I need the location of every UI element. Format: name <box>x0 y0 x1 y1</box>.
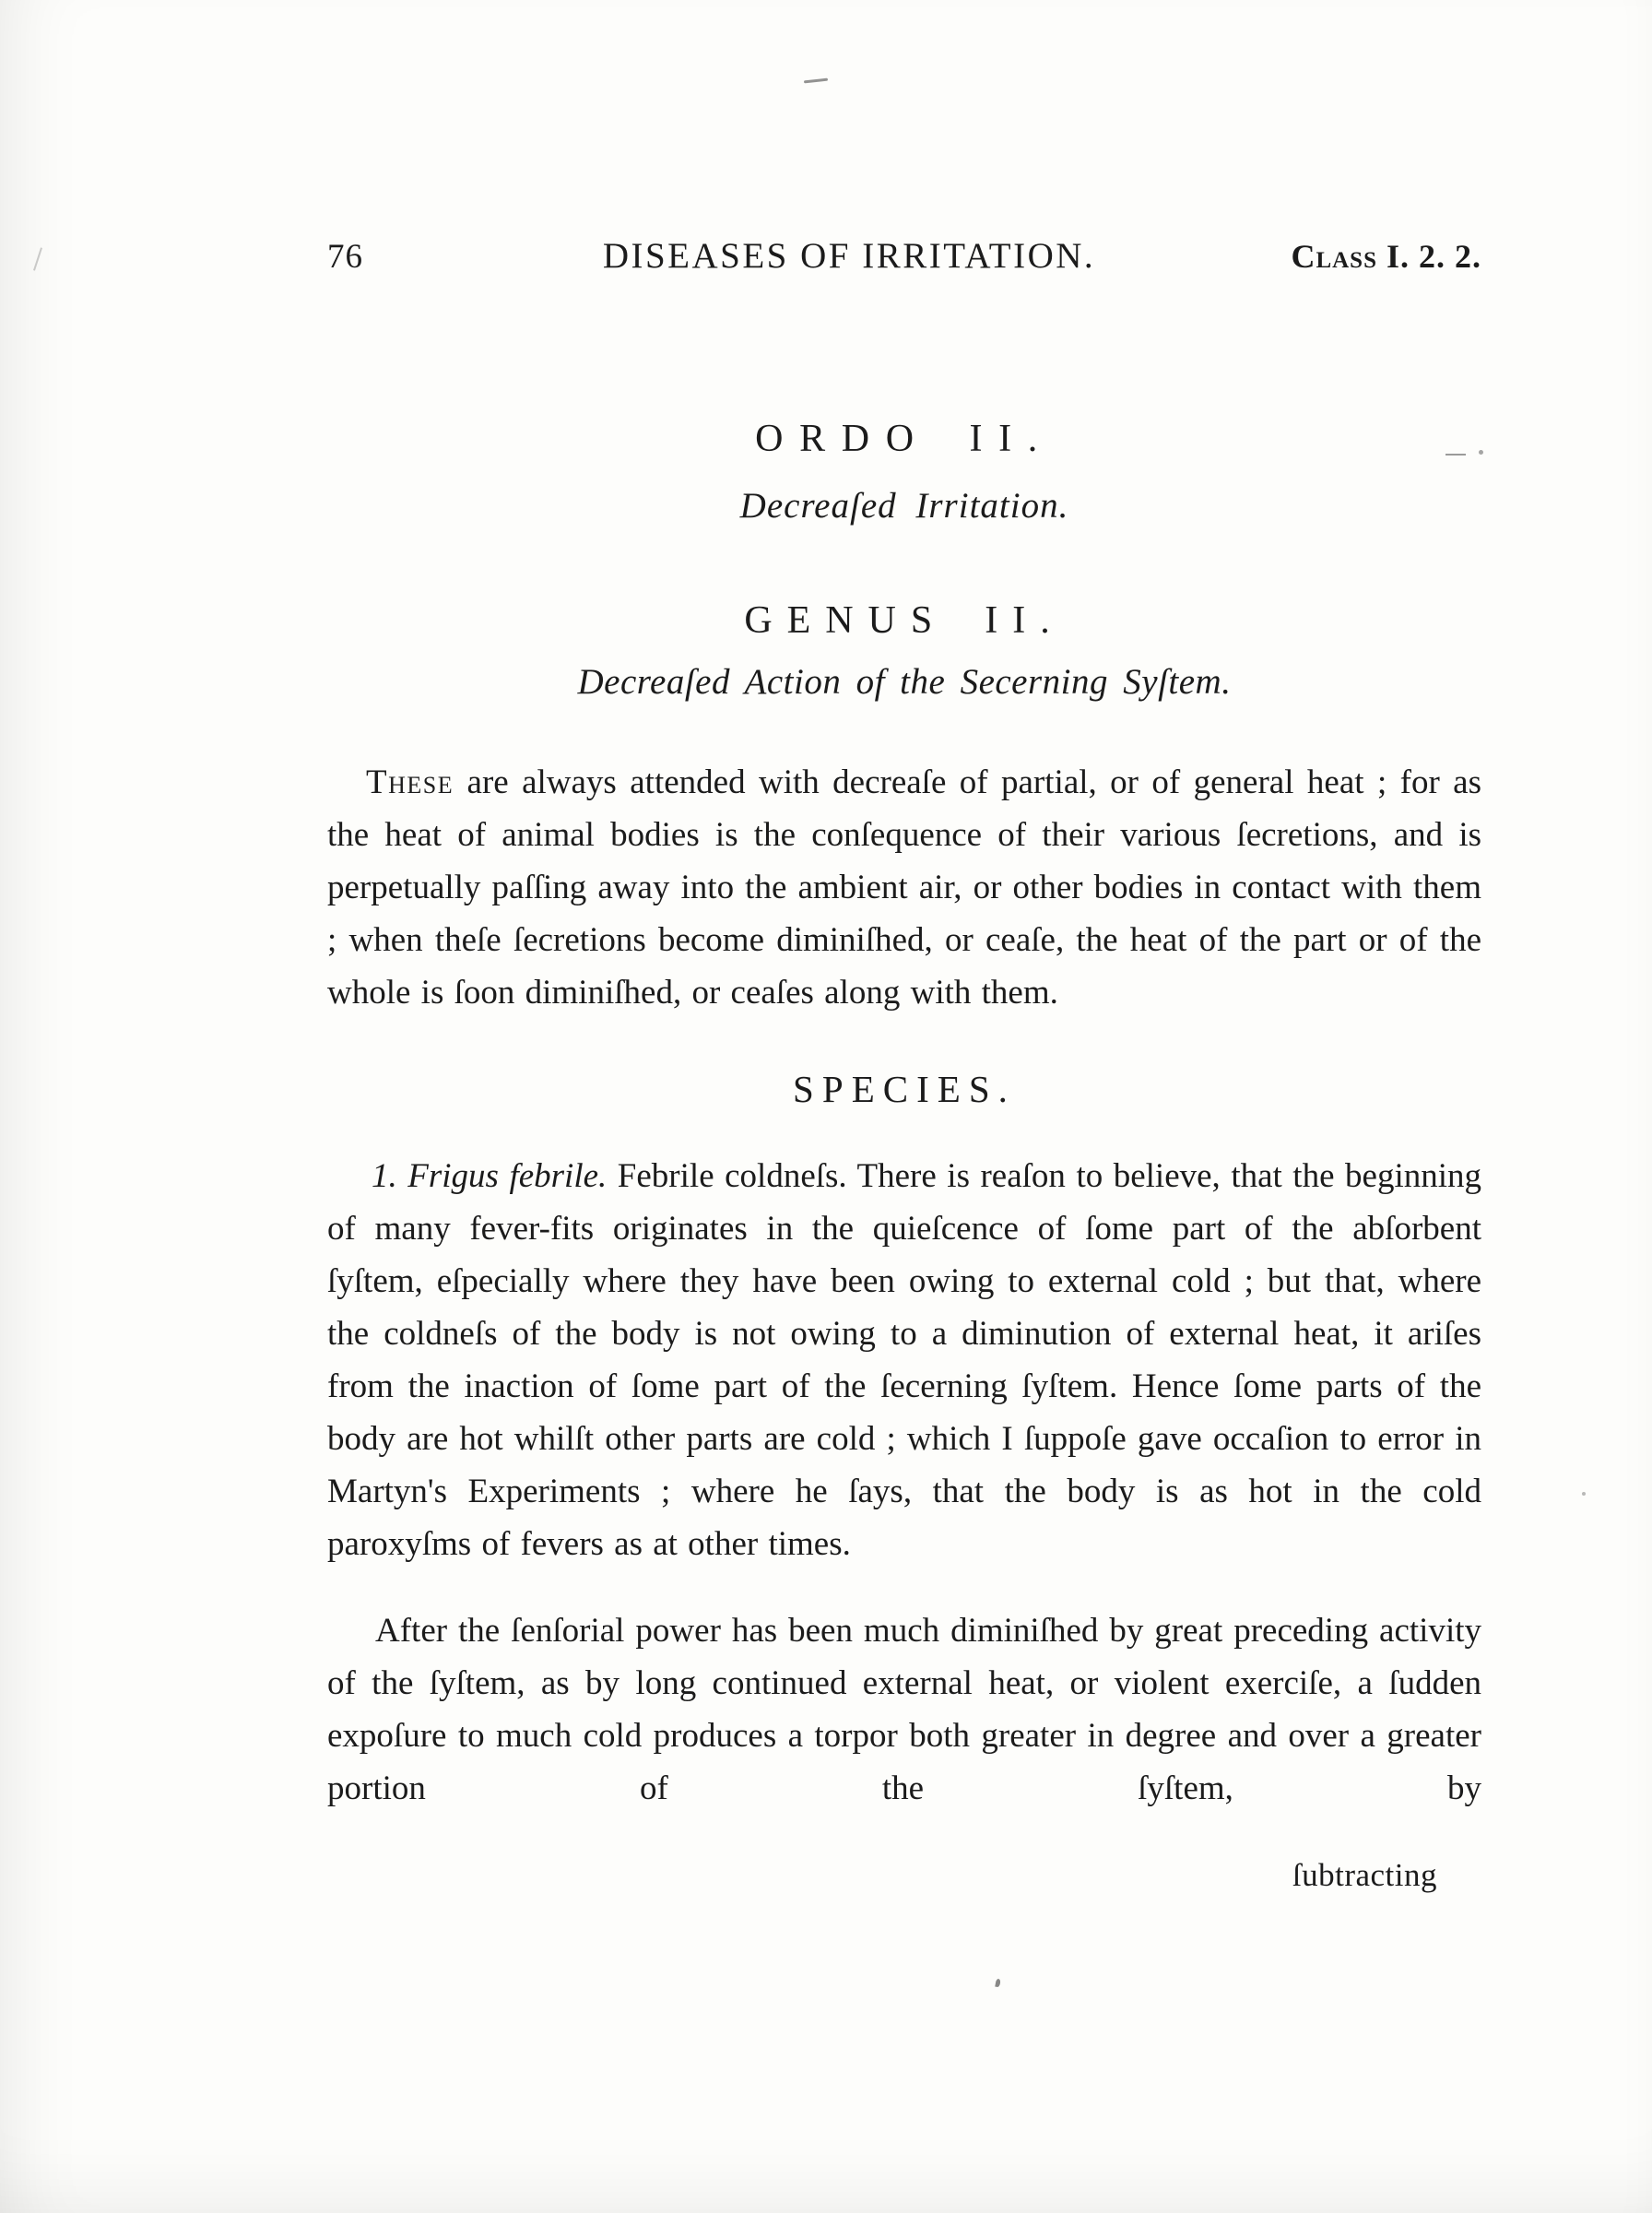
species1-paragraph <box>327 1150 1481 1570</box>
page-content <box>327 235 1481 1901</box>
species1-paragraph-text: Febrile coldneſs. There is reaſon to believe, that the beginning of many fever-fits originates in the quieſcence of ſome part of the abſorbent ſyſtem, eſpecially where they have been owing to external cold ; but that, where the coldneſs of the body is not owing to a diminution of external heat, it ariſes from the inaction of ſome part of the ſecerning ſyſtem. Hence ſome parts of the body are hot whilſt other parts are cold ; which I ſuppoſe gave occaſion to error in Martyn's Experiments ; where he ſays, that the body is as hot in the cold paroxyſms of fevers as at other times. <box>327 1157 1482 1563</box>
genus-heading: GENUS II. <box>744 599 1065 642</box>
page-number: 76 <box>327 238 363 276</box>
scan-artifact <box>995 1979 1000 1988</box>
catchword: ſubtracting <box>1292 1857 1437 1893</box>
species-heading: SPECIES. <box>793 1068 1016 1110</box>
intro-paragraph-text: are always attended with decreaſe of partial, or of general heat ; for as the heat of animal bodies is the conſequence of their various ſecretions, and is perpetually paſſing away into the ambient air, or other bodies in contact with them ; when theſe ſecretions become diminiſhed, or ceaſe, the heat of the part or of the whole is ſoon diminiſhed, or ceaſes along with them. <box>327 763 1481 1012</box>
intro-lead-word: These <box>366 763 454 801</box>
running-head-title: DISEASES OF IRRITATION. <box>602 236 1096 276</box>
running-head <box>327 235 1481 278</box>
ordo-subtitle: Decreaſed Irritation. <box>739 486 1069 526</box>
species1-lead-italic: 1. Frigus febrile. <box>372 1157 608 1195</box>
scan-artifact <box>1582 1492 1586 1496</box>
ordo-heading: ORDO II. <box>755 418 1054 460</box>
scan-artifact <box>804 78 828 84</box>
intro-paragraph <box>327 756 1481 1019</box>
genus-subtitle: Decreaſed Action of the Secerning Syſtem. <box>577 662 1232 702</box>
scan-artifact <box>33 247 42 270</box>
running-head-class: Class I. 2. 2. <box>1291 238 1481 275</box>
after-paragraph: After the ſenſorial power has been much diminiſhed by great preceding activity of the ſyſtem, as by long continued external heat, or violent exerciſe, a ſudden expoſure to much cold produces a torpor both greater in degree and over a greater portion of the ſyſtem, by <box>327 1612 1481 1807</box>
